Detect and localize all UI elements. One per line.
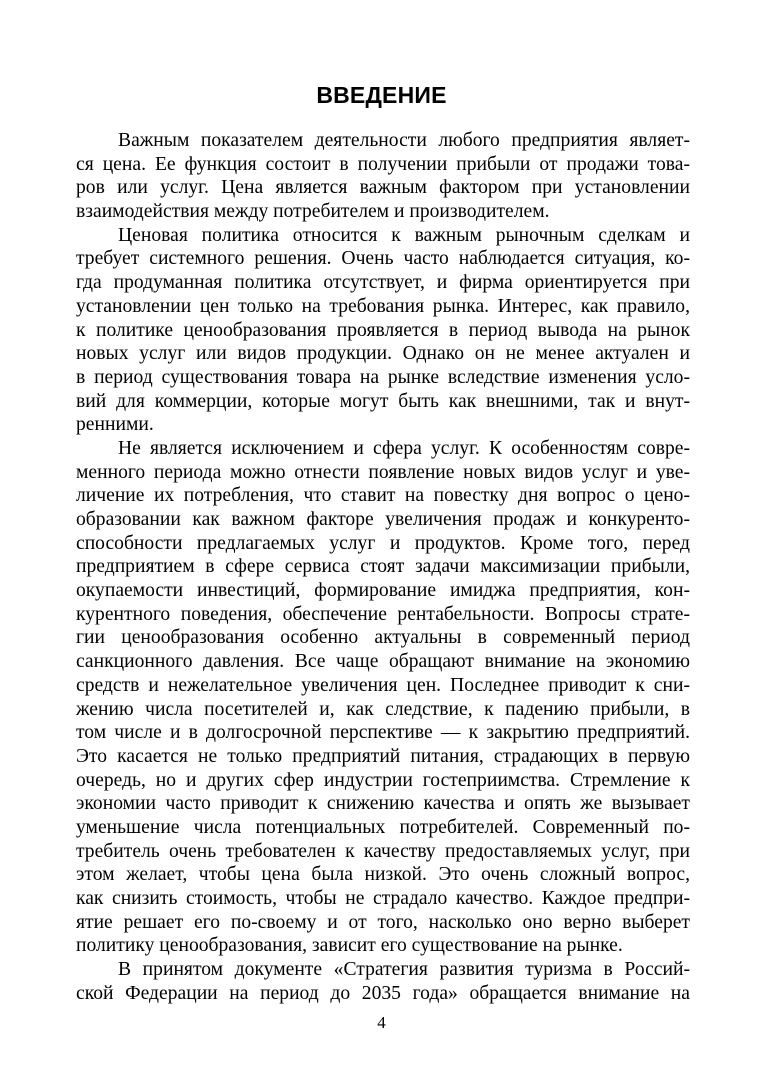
page-number: 4 [377,1013,386,1032]
text-line: в период существования товара на рынке вследствие изменения усло- [76,366,690,388]
text-line: ров или услуг. Цена является важным фактором при установлении [76,177,690,199]
text-line: средств и нежелательное увеличения цен. Последнее приводит к сни- [76,674,690,696]
text-line: Важным показателем деятельности любого предприятия являет- [118,130,690,151]
text-line: жению числа посетителей и, как следствие, к падению прибыли, в [76,698,690,720]
text-line: экономии часто приводит к снижению качества и опять же вызывает [76,793,690,815]
text-line: предприятием в сфере сервиса стоят задачи максимизации прибыли, [76,556,690,578]
text-line: очередь, но и других сфер индустрии гостеприимства. Стремление к [76,769,690,791]
text-line: установлении цен только на требования рынка. Интерес, как правило, [76,295,690,317]
text-line: этом желает, чтобы цена была низкой. Это очень сложный вопрос, [76,864,690,886]
text-line: уменьшение числа потенциальных потребителей. Современный по- [76,816,690,838]
text-line: гда продуманная политика отсутствует, и фирма ориентируется при [76,272,690,294]
text-line: курентного поведения, обеспечение рентабельности. Вопросы страте- [76,603,690,625]
paragraph [76,129,690,224]
text-line: требитель очень требователен к качеству предоставляемых услуг, при [76,840,690,862]
text-line: Это касается не только предприятий питания, страдающих в первую [76,745,690,767]
text-line: вий для коммерции, которые могут быть как внешними, так и внут- [76,390,690,412]
text-line: санкционного давления. Все чаще обращают внимание на экономию [76,651,690,673]
text-line: требует системного решения. Очень часто наблюдается ситуация, ко- [76,248,690,270]
text-line: новых услуг или видов продукции. Однако он не менее актуален и [76,343,690,365]
text-line: взаимодействия между потребителем и производителем. [76,201,550,223]
text-line: политику ценообразования, зависит его существование на рынке. [76,935,623,957]
text-line: менного периода можно отнести появление новых видов услуг и уве- [76,461,690,483]
paragraph [76,224,690,437]
text-line: ся цена. Ее функция состоит в получении прибыли от продажи това- [76,153,690,175]
page-title: ВВЕДЕНИЕ [316,82,447,108]
text-line: Ценовая политика относится к важным рыночным сделкам и [118,224,690,246]
paragraph [76,437,690,958]
paragraph [76,958,690,1005]
text-line: окупаемости инвестиций, формирование имиджа предприятия, кон- [76,580,690,602]
body-text [76,129,690,1005]
text-line: В принятом документе «Стратегия развития туризма в Россий- [118,959,690,981]
text-line: Не является исключением и сфера услуг. К особенностям совре- [118,437,690,459]
text-line: ренними. [76,414,154,436]
text-line: том числе и в долгосрочной перспективе — к закрытию предприятий. [76,722,690,744]
text-line: способности предлагаемых услуг и продуктов. Кроме того, перед [76,532,690,554]
text-line: ятие решает его по-своему и от того, насколько оно верно выберет [76,911,690,933]
text-line: как снизить стоимость, чтобы не страдало качество. Каждое предпри- [76,888,690,909]
text-line: гии ценообразования особенно актуальны в современный период [76,627,690,649]
text-line: к политике ценообразования проявляется в период вывода на рынок [76,319,690,341]
text-line: личение их потребления, что ставит на повестку дня вопрос о цено- [76,485,690,507]
text-line: образовании как важном факторе увеличения продаж и конкуренто- [76,509,690,530]
text-line: ской Федерации на период до 2035 года» обращается внимание на [76,982,690,1004]
